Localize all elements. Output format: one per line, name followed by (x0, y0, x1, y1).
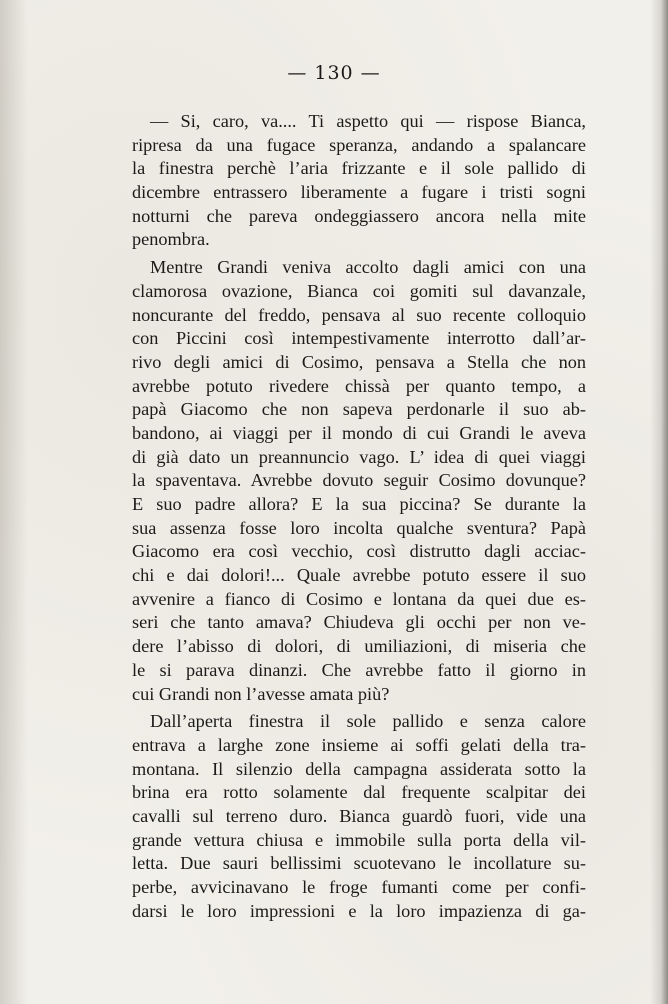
text-line: noncurante del freddo, pensava al suo recente colloquio (132, 304, 586, 325)
text-line: brina era rotto solamente dal frequente scalpitar dei (132, 782, 586, 803)
text-line: notturni che pareva ondeggiassero ancora nella mite (132, 205, 586, 226)
text-line: sua assenza fosse loro incolta qualche sventura? Papà (132, 517, 586, 538)
text-line: seri che tanto amava? Chiudeva gli occhi per non ve- (132, 612, 586, 633)
paragraph-3 (132, 710, 586, 923)
text-line: perbe, avvicinavano le froge fumanti come per confi- (132, 877, 586, 897)
text-line: di già dato un preannuncio vago. L’ idea di quei viaggi (132, 446, 586, 467)
text-line: dere l’abisso di dolori, di umiliazioni, di miseria che (132, 636, 586, 657)
text-line: letta. Due sauri bellissimi scuotevano le incollature su- (132, 853, 586, 874)
text-line: E suo padre allora? E la sua piccina? Se durante la (132, 494, 586, 514)
text-line: Dall’aperta finestra il sole pallido e senza calore (150, 711, 586, 732)
text-line: rivo degli amici di Cosimo, pensava a Stella che non (132, 351, 586, 372)
text-line: cui Grandi non l’avesse amata più? (132, 683, 390, 704)
page-number: — 130 — (287, 62, 381, 84)
text-line: la finestra perchè l’aria frizzante e il sole pallido di (132, 158, 586, 179)
text-line: Mentre Grandi veniva accolto dagli amici con una (150, 257, 586, 278)
text-line: clamorosa ovazione, Bianca coi gomiti sul davanzale, (132, 280, 586, 301)
text-line: Giacomo era così vecchio, così distrutto dagli acciac- (132, 541, 586, 562)
text-line: avvenire a fianco di Cosimo e lontana da quei due es- (132, 588, 586, 609)
text-line: papà Giacomo che non sapeva perdonarle il suo ab- (132, 399, 586, 420)
text-line: ripresa da una fugace speranza, andando a spalancare (132, 134, 586, 155)
text-line: chi e dai dolori!... Quale avrebbe potuto essere il suo (132, 565, 586, 586)
text-line: entrava a larghe zone insieme ai soffi gelati della tra- (132, 734, 586, 755)
body-text (132, 110, 586, 923)
text-line: penombra. (132, 229, 210, 250)
text-line: darsi le loro impressioni e la loro impazienza di ga- (132, 900, 586, 921)
paragraph-2 (132, 256, 586, 706)
text-line: dicembre entrassero liberamente a fugare i tristi sogni (132, 182, 586, 203)
text-line: grande vettura chiusa e immobile sulla porta della vil- (132, 829, 586, 850)
text-line: bandono, ai viaggi per il mondo di cui Grandi le aveva (132, 422, 586, 443)
page-right-binding-shadow (650, 0, 668, 1004)
text-line: — Si, caro, va.... Ti aspetto qui — rispose Bianca, (150, 111, 586, 131)
paragraph-1 (132, 110, 586, 252)
text-line: le si parava dinanzi. Che avrebbe fatto il giorno in (132, 659, 586, 680)
text-line: la spaventava. Avrebbe dovuto seguir Cosimo dovunque? (132, 470, 586, 491)
text-line: avrebbe potuto rivedere chissà per quanto tempo, a (132, 375, 586, 396)
text-line: cavalli sul terreno duro. Bianca guardò fuori, vide una (132, 805, 586, 826)
text-line: con Piccini così intempestivamente interrotto dall’ar- (132, 328, 586, 349)
text-line: montana. Il silenzio della campagna assiderata sotto la (132, 758, 586, 779)
page-left-shadow (0, 0, 28, 1004)
